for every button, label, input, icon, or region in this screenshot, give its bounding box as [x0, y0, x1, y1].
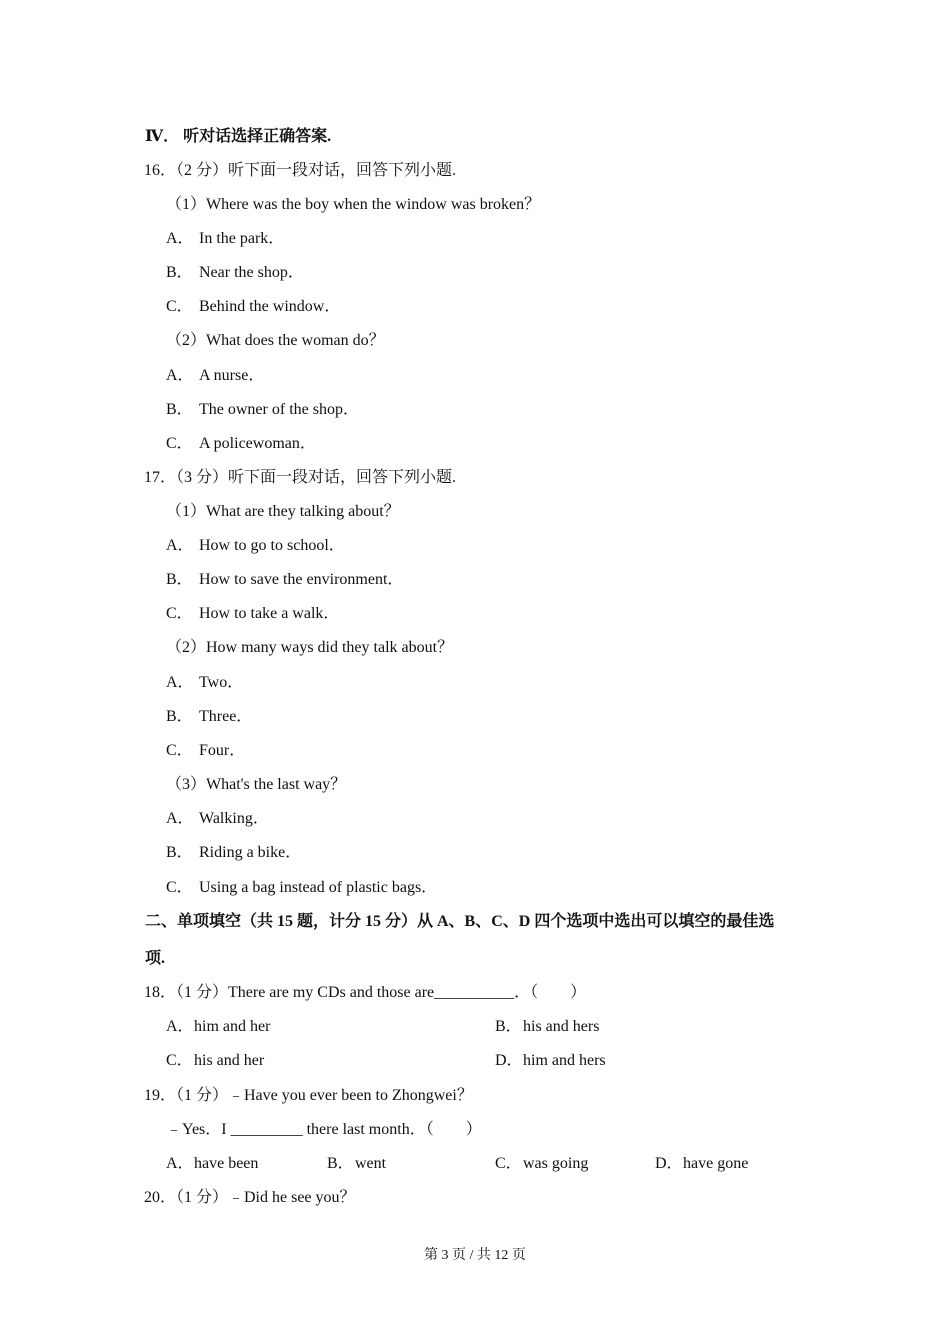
- option-c[interactable]: [166, 878, 437, 898]
- option-b[interactable]: [166, 707, 252, 727]
- option-d[interactable]: [495, 1051, 606, 1071]
- option-b[interactable]: [166, 263, 304, 283]
- option-text: Near the shop．: [199, 264, 304, 281]
- question-16-stem: 16．（2 分）听下面一段对话，回答下列小题.: [144, 162, 457, 179]
- option-text: Four．: [199, 742, 246, 759]
- option-letter: A．: [166, 674, 194, 691]
- option-text: have been: [194, 1155, 259, 1172]
- option-a[interactable]: [166, 229, 284, 249]
- option-letter: B．: [166, 844, 193, 861]
- option-a[interactable]: [166, 673, 243, 693]
- option-b[interactable]: [495, 1017, 599, 1037]
- option-b[interactable]: [166, 400, 359, 420]
- option-letter: A．: [166, 1155, 194, 1172]
- question-16-sub-2: （2）What does the woman do？: [166, 332, 385, 349]
- question-17-sub-1: （1）What are they talking about？: [166, 503, 400, 520]
- option-letter: B．: [495, 1018, 522, 1035]
- option-letter: C．: [166, 1052, 193, 1069]
- option-c[interactable]: [166, 297, 340, 317]
- option-letter: C．: [166, 742, 193, 759]
- option-a[interactable]: [166, 366, 264, 386]
- option-text: have gone: [683, 1155, 749, 1172]
- option-c[interactable]: [166, 741, 245, 761]
- option-d[interactable]: [655, 1154, 748, 1174]
- section-2-heading-continued: 项.: [145, 950, 166, 967]
- option-c[interactable]: [166, 434, 316, 454]
- option-c[interactable]: [166, 604, 339, 624]
- option-letter: B．: [166, 401, 193, 418]
- option-a[interactable]: [166, 1017, 270, 1037]
- question-17-sub-3: （3）What's the last way？: [166, 776, 347, 793]
- option-a[interactable]: [166, 536, 345, 556]
- question-19-stem: 19．（1 分）﹣Have you ever been to Zhongwei？: [144, 1087, 473, 1104]
- page-footer: 第 3 页 / 共 12 页: [424, 1248, 526, 1263]
- option-a[interactable]: [166, 809, 269, 829]
- option-text: was going: [523, 1155, 589, 1172]
- option-letter: A．: [166, 810, 194, 827]
- option-text: A policewoman．: [199, 435, 316, 452]
- option-letter: C．: [166, 435, 193, 452]
- question-16-sub-1: （1）Where was the boy when the window was broken？: [166, 196, 541, 213]
- option-text: A nurse．: [199, 367, 265, 384]
- option-b[interactable]: [166, 843, 301, 863]
- option-letter: C．: [166, 298, 193, 315]
- option-letter: A．: [166, 230, 194, 247]
- option-text: his and her: [194, 1052, 265, 1069]
- option-text: In the park．: [199, 230, 285, 247]
- question-19-dialogue: ﹣Yes．I _________ there last month．（ ）: [166, 1121, 482, 1138]
- option-text: Three．: [199, 708, 253, 725]
- question-17-stem: 17．（3 分）听下面一段对话，回答下列小题.: [144, 469, 457, 486]
- section-iv-heading: Ⅳ． 听对话选择正确答案.: [145, 128, 332, 145]
- option-letter: B．: [166, 708, 193, 725]
- option-letter: C．: [166, 605, 193, 622]
- option-text: Behind the window．: [199, 298, 341, 315]
- option-text: Walking．: [199, 810, 269, 827]
- option-text: him and her: [194, 1018, 271, 1035]
- option-text: How to go to school．: [199, 537, 345, 554]
- option-text: The owner of the shop．: [199, 401, 359, 418]
- option-text: Two．: [199, 674, 244, 691]
- option-text: him and hers: [523, 1052, 606, 1069]
- option-letter: A．: [166, 1018, 194, 1035]
- option-text: Riding a bike．: [199, 844, 302, 861]
- option-letter: A．: [166, 537, 194, 554]
- section-2-heading: 二、单项填空（共 15 题，计分 15 分）从 A、B、C、D 四个选项中选出可以填空的最佳选: [145, 913, 775, 930]
- option-letter: B．: [166, 571, 193, 588]
- option-text: How to save the environment．: [199, 571, 404, 588]
- option-letter: B．: [166, 264, 193, 281]
- option-a[interactable]: [166, 1154, 258, 1174]
- question-18-stem: 18．（1 分）There are my CDs and those are__________．（ ）: [144, 984, 587, 1001]
- option-letter: A．: [166, 367, 194, 384]
- option-text: How to take a walk．: [199, 605, 340, 622]
- option-text: Using a bag instead of plastic bags．: [199, 879, 438, 896]
- option-c[interactable]: [495, 1154, 588, 1174]
- option-b[interactable]: [327, 1154, 386, 1174]
- option-text: went: [355, 1155, 387, 1172]
- option-c[interactable]: [166, 1051, 264, 1071]
- question-17-sub-2: （2）How many ways did they talk about？: [166, 639, 454, 656]
- option-text: his and hers: [523, 1018, 600, 1035]
- option-letter: C．: [166, 879, 193, 896]
- option-letter: C．: [495, 1155, 522, 1172]
- question-20-stem: 20．（1 分）﹣Did he see you？: [144, 1189, 356, 1206]
- option-letter: B．: [327, 1155, 354, 1172]
- option-letter: D．: [655, 1155, 683, 1172]
- option-b[interactable]: [166, 570, 403, 590]
- option-letter: D．: [495, 1052, 523, 1069]
